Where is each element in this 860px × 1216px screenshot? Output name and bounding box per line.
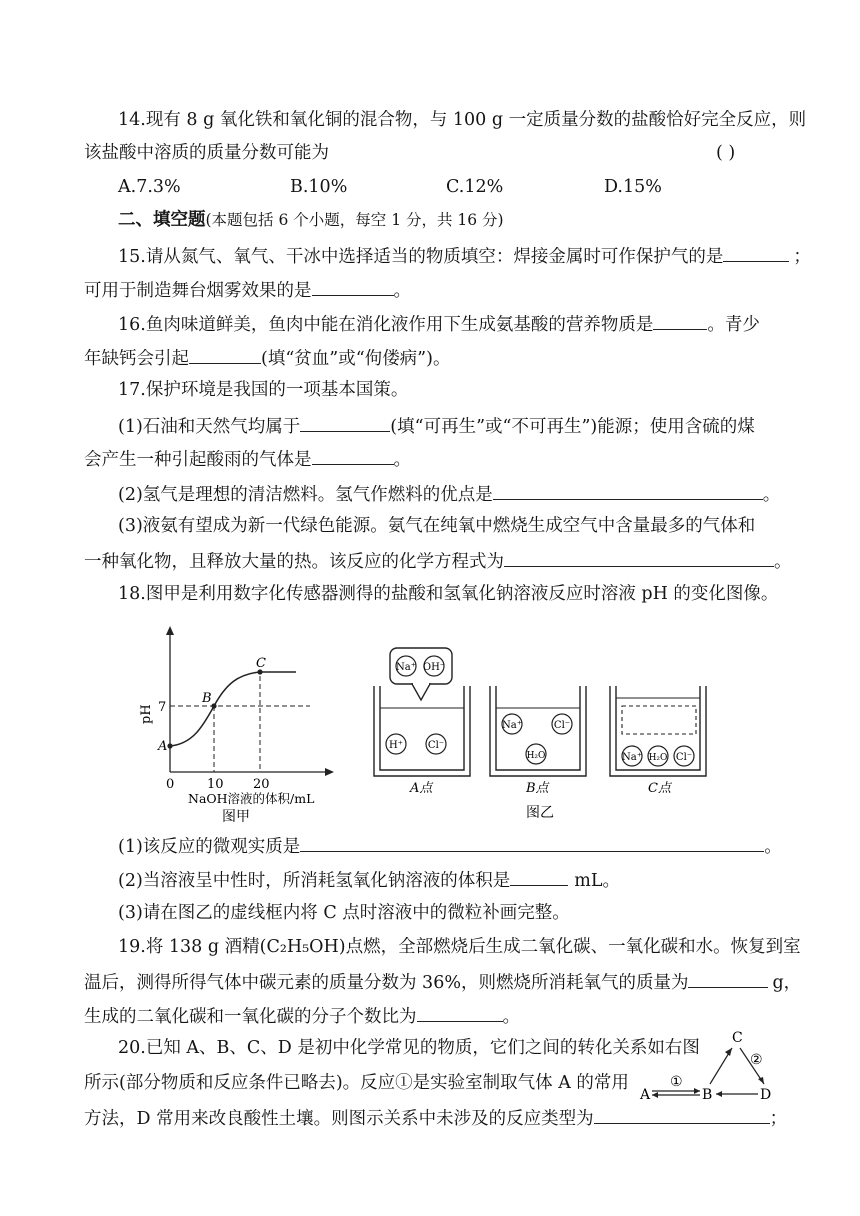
arrow-head-d-icon [758, 1077, 764, 1084]
q14-option-a: A.7.3% [118, 177, 181, 197]
figure-yi-caption: 图乙 [526, 805, 554, 821]
q16-text-2-end: (填“贫血”或“佝偻病”)。 [261, 349, 451, 369]
node-a: A [640, 1087, 651, 1103]
q17-p1-line2 [84, 446, 411, 472]
arrow-head-a-icon [652, 1092, 658, 1098]
q18-p2-unit: mL。 [574, 871, 621, 891]
q19-unit: g， [772, 973, 802, 993]
ion-na-label-b: Na⁺ [502, 720, 522, 731]
q16-line2 [84, 345, 450, 371]
q19-line3 [84, 1003, 520, 1029]
arrow-head-b-icon [694, 1088, 700, 1094]
q18-blank-1[interactable] [300, 833, 764, 852]
q19-blank-1[interactable] [688, 969, 768, 988]
q15-blank-2[interactable] [312, 277, 394, 296]
q18-p1-punct: 。 [764, 837, 782, 857]
h2o-label-c: H₂O [648, 753, 668, 763]
ion-cl-label-b: Cl⁻ [553, 720, 571, 731]
q14-option-d: D.15% [604, 177, 662, 197]
q17-p1-text-2: 会产生一种引起酸雨的气体是 [84, 450, 312, 470]
section-title: 二、填空题 [118, 210, 206, 230]
q17-p1-text-b: (填“可再生”或“不可再生”)能源；使用含硫的煤 [390, 417, 755, 437]
q18-blank-2[interactable] [510, 867, 568, 886]
q19-punct: 。 [502, 1007, 520, 1027]
q14-answer-paren: ( ) [716, 143, 736, 163]
q17-p3-punct: 。 [774, 552, 792, 572]
q17-p3-text: 一种氧化物，且释放大量的热。该反应的化学方程式为 [84, 552, 504, 572]
q14-line2: 该盐酸中溶质的质量分数可能为 [84, 143, 329, 163]
x-tick-10: 10 [207, 777, 224, 792]
point-b [211, 703, 216, 708]
q18-stem: 18.图甲是利用数字化传感器测得的盐酸和氢氧化钠溶液反应时溶液 pH 的变化图像。 [118, 584, 779, 604]
q15-punct: ； [793, 247, 811, 267]
figure-yi-beakers [366, 640, 746, 830]
reaction-2-label: ② [750, 1052, 763, 1068]
node-d: D [760, 1087, 772, 1103]
x-tick-20: 20 [253, 777, 270, 792]
q15-line2 [84, 277, 411, 303]
q16-blank-1[interactable] [653, 311, 707, 330]
y-axis-arrow-icon [166, 626, 174, 635]
q15-text-2: 可用于制造舞台烟雾效果的是 [84, 281, 312, 301]
point-a [167, 743, 172, 748]
point-a-label: A [158, 739, 168, 754]
q19-text-2: 温后，测得所得气体中碳元素的质量分数为 36%，则燃烧所消耗氧气的质量为 [84, 973, 689, 993]
q17-p1-text: (1)石油和天然气均属于 [118, 417, 301, 437]
dashed-answer-box[interactable] [622, 706, 696, 734]
node-c: C [732, 1030, 743, 1046]
q20-text-3: 方法，D 常用来改良酸性土壤。则图示关系中未涉及的反应类型为 [84, 1109, 594, 1129]
ion-h-label: H⁺ [389, 740, 403, 751]
q17-p1-punct: 。 [393, 450, 411, 470]
ion-oh-dropper-label: OH⁻ [422, 662, 446, 673]
q17-blank-4[interactable] [504, 548, 774, 567]
point-b-label: B [202, 691, 212, 706]
section-desc: (本题包括 6 个小题，每空 1 分，共 16 分) [205, 211, 504, 229]
reaction-scheme [636, 1028, 780, 1108]
section-heading [118, 208, 504, 232]
ph-curve [170, 672, 296, 746]
q18-p3: (3)请在图乙的虚线框内将 C 点时溶液中的微粒补画完整。 [118, 903, 570, 923]
q18-p1 [118, 833, 782, 859]
q20-line2: 所示(部分物质和反应条件已略去)。反应①是实验室制取气体 A 的常用 [84, 1073, 629, 1093]
q15-text: 15.请从氮气、氧气、干冰中选择适当的物质填空：焊接金属时可作保护气的是 [118, 247, 724, 267]
q17-stem: 17.保护环境是我国的一项基本国策。 [118, 380, 409, 400]
q20-punct: ； [769, 1109, 788, 1129]
x-tick-0: 0 [166, 777, 175, 792]
q19-line2 [84, 969, 801, 995]
q20-line1: 20.已知 A、B、C、D 是初中化学常见的物质，它们之间的转化关系如右图 [118, 1038, 700, 1058]
q18-p2-text: (2)当溶液呈中性时，所消耗氢氧化钠溶液的体积是 [118, 871, 511, 891]
q15-blank-1[interactable] [723, 243, 789, 262]
q16-text: 16.鱼肉味道鲜美，鱼肉中能在消化液作用下生成氨基酸的营养物质是 [118, 315, 654, 335]
q17-p3-line2 [84, 548, 792, 574]
node-b: B [702, 1087, 713, 1103]
ion-cl-label-c: Cl⁻ [675, 752, 693, 763]
q14-option-c: C.12% [446, 177, 504, 197]
point-c-label: C [256, 656, 266, 671]
q17-p2 [118, 481, 780, 507]
ion-na-label-c: Na⁺ [622, 752, 642, 763]
q19-line1: 19.将 138 g 酒精(C₂H₅OH)点燃，全部燃烧后生成二氧化碳、一氧化碳和水。恢复到室 [118, 937, 801, 957]
beaker-a-label: A点 [410, 781, 433, 796]
q18-p2 [118, 867, 620, 893]
arrow-head-b2-icon [716, 1091, 722, 1097]
q17-p1-line1 [118, 413, 755, 439]
y-tick-7: 7 [158, 700, 167, 715]
q16-text-2: 年缺钙会引起 [84, 349, 189, 369]
figure-jia-caption: 图甲 [222, 809, 250, 825]
q15-line1 [118, 243, 811, 269]
x-axis-label: NaOH溶液的体积/mL [188, 791, 315, 806]
ion-cl-label-a: Cl⁻ [427, 740, 445, 751]
beaker-b-label: B点 [526, 781, 549, 796]
figure-jia-graph [130, 620, 350, 830]
h2o-label-b: H₂O [526, 751, 546, 761]
q17-p3-line1: (3)液氨有望成为新一代绿色能源。氨气在纯氧中燃烧生成空气中含量最多的气体和 [118, 516, 756, 536]
q17-p2-punct: 。 [762, 485, 781, 505]
q20-line3 [84, 1105, 787, 1131]
q14-line1: 14.现有 8 g 氧化铁和氧化铜的混合物，与 100 g 一定质量分数的盐酸恰好完全反应，则 [118, 110, 807, 130]
q17-p2-text: (2)氢气是理想的清洁燃料。氢气作燃料的优点是 [118, 485, 493, 505]
y-axis-label: pH [139, 704, 154, 724]
q19-blank-2[interactable] [417, 1003, 503, 1022]
q17-blank-2[interactable] [312, 446, 394, 465]
beaker-c-label: C点 [648, 781, 671, 796]
reaction-1-label: ① [670, 1074, 683, 1090]
q19-text-3: 生成的二氧化碳和一氧化碳的分子个数比为 [84, 1007, 417, 1027]
q17-blank-1[interactable] [300, 413, 390, 432]
q15-punct-2: 。 [393, 281, 411, 301]
x-axis-arrow-icon [325, 768, 334, 776]
ion-na-dropper-label: Na⁺ [396, 662, 416, 673]
q14-option-b: B.10% [290, 177, 348, 197]
q18-p1-text: (1)该反应的微观实质是 [118, 837, 301, 857]
dropper-arrow-icon [412, 684, 430, 700]
q16-text-end: 。青少 [707, 315, 760, 335]
q16-line1 [118, 311, 760, 337]
q16-blank-2[interactable] [189, 345, 261, 364]
q17-blank-3[interactable] [493, 481, 763, 500]
